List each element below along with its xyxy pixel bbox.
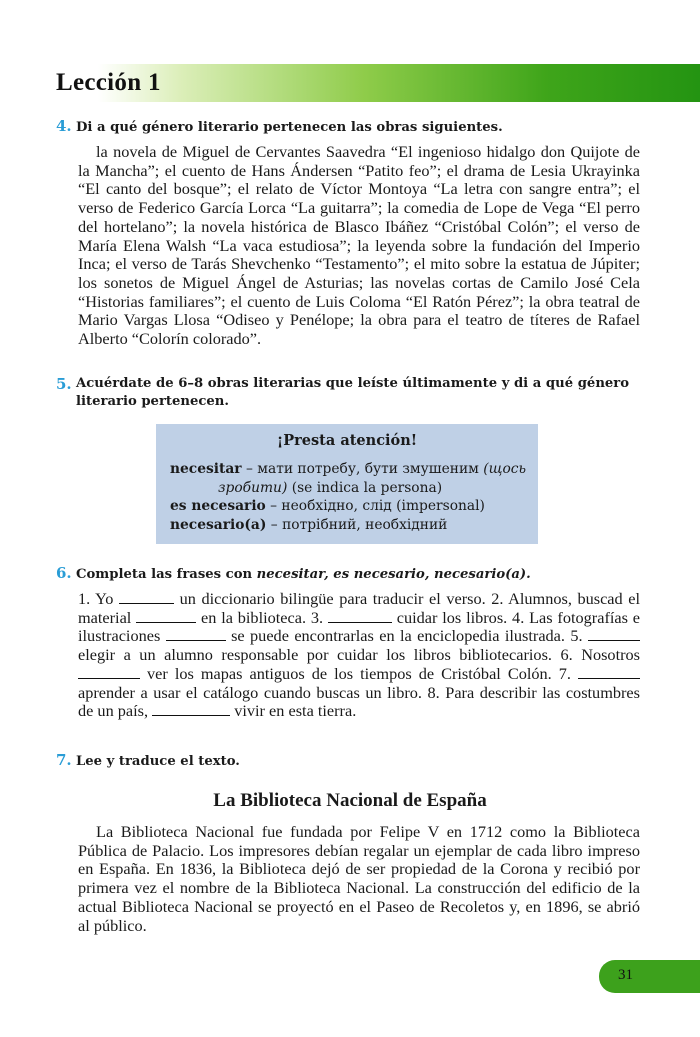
exercise-6-number: 6.: [56, 564, 72, 582]
vocab-line-necesario: [170, 516, 532, 535]
exercise-4-number: 4.: [56, 117, 72, 135]
exercise-5-text: Acuérdate de 6–8 obras literarias que leíste últimamente y di a qué género literario pertenecen.: [76, 376, 630, 409]
exercise-6-text: Completa las frases con: [76, 567, 257, 582]
lesson-title: Lección 1: [56, 69, 161, 96]
reading-paragraph: [78, 823, 640, 935]
exercise-6-instruction: [56, 564, 531, 582]
blank-2: [136, 610, 196, 623]
vocab-term-es-necesario: es necesario: [170, 498, 266, 514]
vocab-def-italic-2: зробити): [218, 479, 288, 496]
blank-3: [328, 610, 392, 623]
blank-8: [152, 703, 230, 716]
exercise-6-words: necesitar, es necesario, necesario(a).: [256, 567, 531, 582]
vocab-term-necesario: necesario(a): [170, 516, 267, 533]
exercise-6-sentences: 1. Yo un diccionario bilingüe para traducir el verso. 2. Alumnos, buscad el material en la biblioteca. 3. cuidar los libros. 4. Las fotografías e ilustraciones se puede encontrarlas en la enciclopedia ilustrada. 5. elegir a un alumno responsable por cuidar los libros bibliotecarios. 6. Nosotros ver los mapas antiguos de los tiempos de Cristóbal Colón. 7. aprender a usar el catálogo cuando buscas un libro. 8. Para describir las costumbres de un país, vivir en esta tierra.: [78, 589, 641, 721]
exercise-4-instruction: [56, 117, 503, 135]
page-number: 31: [618, 967, 633, 983]
exercise-4-text: Di a qué género literario pertenecen las obras siguientes.: [76, 120, 503, 135]
exercise-4-works-list: la novela de Miguel de Cervantes Saavedra “El ingenioso hidalgo don Quijote de la Mancha”; el cuento de Hans Ándersen “Patito feo”; el drama de Lesia Ukrayinka “El canto del bosque”; el relato de Víctor Montoya “La letra con sangre entra”; el verso de Federico García Lorca “La guitarra”; la comedia de Lope de Vega “El perro del hortelano”; la novela histórica de Blasco Ibáñez “Cristóbal Colón”; el verso de María Elena Walsh “La vaca estudiosa”; la leyenda sobre la fundación del Imperio Inca; el verso de Tarás Shevchenko “Testamento”; el mito sobre la estatua de Júpiter; los sonetos de Miguel Ángel de Asturias; las novelas cortas de Camilo José Cela “Historias familiares”; el cuento de Luis Coloma “El Ratón Pérez”; la obra teatral de Mario Vargas Llosa “Odiseo y Penélope; la obra para el teatro de títeres de Rafael Alberto “Colorín colorado”.: [78, 142, 640, 349]
exercise-4-paragraph: [78, 143, 640, 349]
vocab-def-italic-1: (щось: [483, 461, 527, 477]
attention-box-content: [170, 460, 532, 534]
blank-7: [578, 666, 640, 679]
vocab-def-necesitar: – мати потребу, бути змушеним: [241, 461, 484, 477]
exercise-7-instruction: [56, 751, 240, 769]
vocab-line-es-necesario: [170, 497, 532, 516]
blank-6: [78, 666, 140, 679]
exercise-6-paragraph: [78, 590, 640, 721]
exercise-5-instruction: [56, 375, 640, 411]
exercise-7-number: 7.: [56, 751, 72, 769]
attention-box-title: ¡Presta atención!: [276, 432, 418, 449]
attention-box: [156, 424, 538, 544]
vocab-def-note: (se indica la persona): [287, 479, 443, 496]
vocab-line-necesitar: [170, 460, 532, 479]
blank-4: [166, 628, 226, 641]
blank-1: [119, 591, 174, 604]
exercise-7-text: Lee y traduce el texto.: [76, 754, 240, 769]
vocab-def-necesario: – потрібний, необхідний: [266, 516, 448, 533]
blank-5: [588, 628, 640, 641]
page-number-tab: [599, 960, 700, 993]
reading-text: La Biblioteca Nacional fue fundada por Felipe V en 1712 como la Biblioteca Pública de Palacio. Los impresores debían regalar un ejemplar de cada libro impreso en España. En 1836, la Biblioteca dejó de ser propiedad de la Corona y recibió por primera vez el nombre de la Biblioteca Nacional. La construcción del edificio de la actual Biblioteca Nacional se proyectó en el Paseo de Recoletos y, en 1896, se abrió al público.: [78, 822, 640, 935]
exercise-5-number: 5.: [56, 375, 72, 393]
vocab-def-es-necesario: – необхідно, слід (impersonal): [265, 498, 485, 514]
vocab-term-necesitar: necesitar: [170, 461, 242, 477]
reading-title: La Biblioteca Nacional de España: [213, 790, 487, 811]
vocab-line-necesitar-cont: [170, 479, 532, 498]
